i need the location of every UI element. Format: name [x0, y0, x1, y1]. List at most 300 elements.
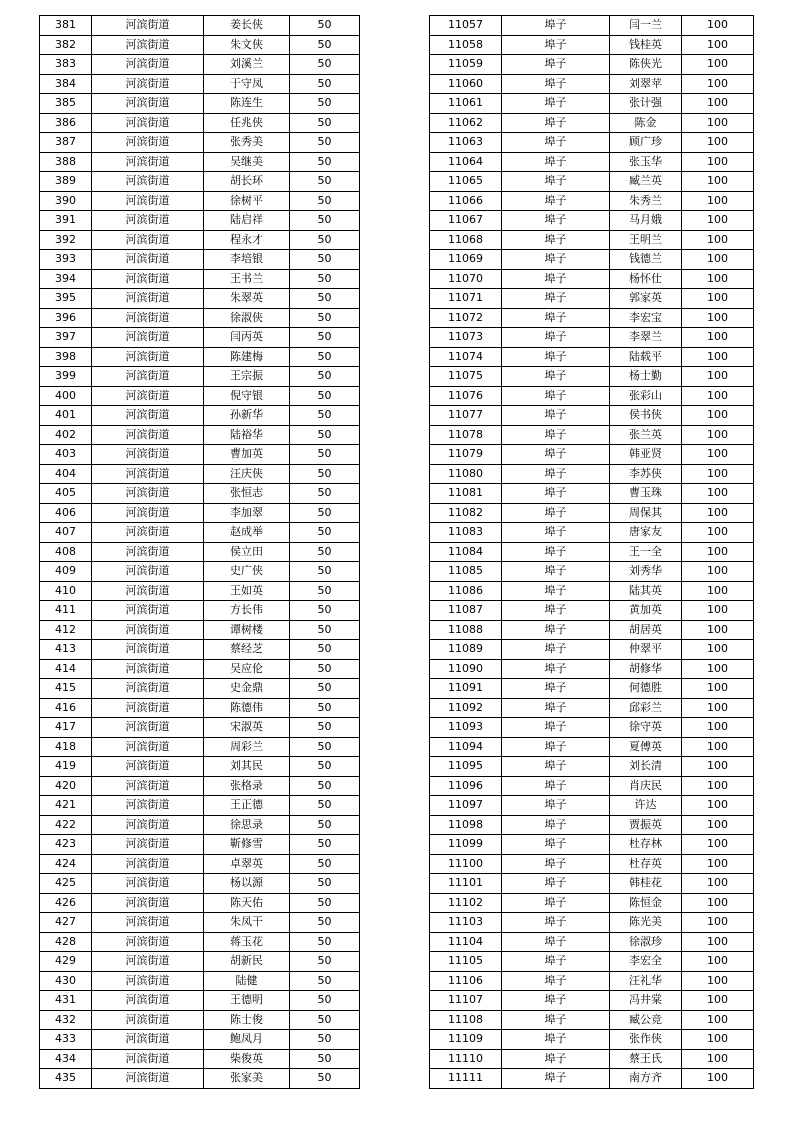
cell-area: 埠子 — [502, 854, 610, 874]
cell-amount: 50 — [290, 1030, 360, 1050]
cell-number: 400 — [40, 386, 92, 406]
cell-amount: 50 — [290, 776, 360, 796]
table-row — [430, 1069, 754, 1089]
table-row — [430, 74, 754, 94]
cell-number: 423 — [40, 835, 92, 855]
table-row — [40, 425, 360, 445]
cell-area: 河滨街道 — [92, 620, 204, 640]
table-row — [40, 776, 360, 796]
table-row — [430, 484, 754, 504]
cell-number: 412 — [40, 620, 92, 640]
cell-amount: 50 — [290, 308, 360, 328]
table-row — [40, 815, 360, 835]
cell-number: 11057 — [430, 16, 502, 36]
cell-area: 埠子 — [502, 1069, 610, 1089]
cell-area: 河滨街道 — [92, 55, 204, 75]
cell-name: 孙新华 — [204, 406, 290, 426]
cell-area: 埠子 — [502, 523, 610, 543]
cell-name: 张家美 — [204, 1069, 290, 1089]
table-row — [40, 835, 360, 855]
table-row — [430, 932, 754, 952]
cell-number: 401 — [40, 406, 92, 426]
table-row — [430, 737, 754, 757]
cell-area: 埠子 — [502, 1030, 610, 1050]
table-row — [40, 523, 360, 543]
cell-amount: 50 — [290, 991, 360, 1011]
cell-number: 11069 — [430, 250, 502, 270]
cell-number: 11094 — [430, 737, 502, 757]
cell-name: 陈侠光 — [610, 55, 682, 75]
cell-amount: 100 — [682, 328, 754, 348]
cell-name: 李翠兰 — [610, 328, 682, 348]
cell-number: 416 — [40, 698, 92, 718]
cell-amount: 100 — [682, 172, 754, 192]
cell-area: 埠子 — [502, 659, 610, 679]
cell-amount: 100 — [682, 367, 754, 387]
cell-amount: 100 — [682, 230, 754, 250]
cell-name: 许达 — [610, 796, 682, 816]
cell-number: 11064 — [430, 152, 502, 172]
table-row — [40, 250, 360, 270]
cell-amount: 50 — [290, 796, 360, 816]
cell-number: 11093 — [430, 718, 502, 738]
cell-area: 埠子 — [502, 796, 610, 816]
table-row — [430, 620, 754, 640]
table-row — [40, 484, 360, 504]
cell-amount: 100 — [682, 757, 754, 777]
cell-number: 421 — [40, 796, 92, 816]
cell-area: 埠子 — [502, 328, 610, 348]
table-row — [40, 971, 360, 991]
table-row — [40, 172, 360, 192]
cell-area: 河滨街道 — [92, 289, 204, 309]
cell-area: 埠子 — [502, 308, 610, 328]
cell-number: 11086 — [430, 581, 502, 601]
cell-number: 394 — [40, 269, 92, 289]
cell-name: 陈光美 — [610, 913, 682, 933]
cell-amount: 100 — [682, 1049, 754, 1069]
cell-amount: 100 — [682, 932, 754, 952]
table-row — [430, 640, 754, 660]
cell-number: 405 — [40, 484, 92, 504]
cell-area: 埠子 — [502, 113, 610, 133]
cell-amount: 100 — [682, 464, 754, 484]
cell-number: 11070 — [430, 269, 502, 289]
table-row — [430, 503, 754, 523]
cell-amount: 100 — [682, 16, 754, 36]
cell-name: 周保其 — [610, 503, 682, 523]
cell-area: 河滨街道 — [92, 991, 204, 1011]
cell-number: 406 — [40, 503, 92, 523]
cell-amount: 50 — [290, 464, 360, 484]
cell-name: 闫一兰 — [610, 16, 682, 36]
table-row — [430, 874, 754, 894]
cell-amount: 100 — [682, 347, 754, 367]
cell-amount: 50 — [290, 328, 360, 348]
cell-name: 王如英 — [204, 581, 290, 601]
cell-number: 430 — [40, 971, 92, 991]
cell-area: 河滨街道 — [92, 328, 204, 348]
cell-number: 11063 — [430, 133, 502, 153]
table-row — [40, 347, 360, 367]
cell-name: 张彩山 — [610, 386, 682, 406]
cell-name: 曹加英 — [204, 445, 290, 465]
cell-area: 埠子 — [502, 386, 610, 406]
cell-number: 391 — [40, 211, 92, 231]
cell-number: 425 — [40, 874, 92, 894]
cell-amount: 100 — [682, 250, 754, 270]
cell-amount: 50 — [290, 172, 360, 192]
cell-name: 陆启祥 — [204, 211, 290, 231]
cell-area: 河滨街道 — [92, 601, 204, 621]
cell-name: 蔡王氏 — [610, 1049, 682, 1069]
cell-name: 方长伟 — [204, 601, 290, 621]
cell-area: 河滨街道 — [92, 172, 204, 192]
cell-amount: 100 — [682, 718, 754, 738]
table-row — [430, 835, 754, 855]
cell-number: 434 — [40, 1049, 92, 1069]
cell-amount: 50 — [290, 601, 360, 621]
table-row — [430, 367, 754, 387]
cell-area: 埠子 — [502, 172, 610, 192]
cell-area: 河滨街道 — [92, 152, 204, 172]
cell-number: 382 — [40, 35, 92, 55]
cell-amount: 100 — [682, 406, 754, 426]
cell-name: 刘溪兰 — [204, 55, 290, 75]
table-row — [430, 854, 754, 874]
cell-name: 陈金 — [610, 113, 682, 133]
cell-area: 埠子 — [502, 347, 610, 367]
cell-amount: 100 — [682, 991, 754, 1011]
cell-name: 钱桂英 — [610, 35, 682, 55]
cell-name: 王宗振 — [204, 367, 290, 387]
table-row — [430, 581, 754, 601]
cell-amount: 100 — [682, 425, 754, 445]
cell-area: 埠子 — [502, 269, 610, 289]
cell-number: 402 — [40, 425, 92, 445]
table-row — [40, 35, 360, 55]
cell-number: 11058 — [430, 35, 502, 55]
cell-area: 埠子 — [502, 94, 610, 114]
cell-number: 427 — [40, 913, 92, 933]
table-row — [40, 211, 360, 231]
cell-number: 383 — [40, 55, 92, 75]
cell-number: 397 — [40, 328, 92, 348]
cell-amount: 100 — [682, 679, 754, 699]
table-row — [40, 932, 360, 952]
cell-number: 11077 — [430, 406, 502, 426]
cell-name: 胡居英 — [610, 620, 682, 640]
cell-number: 11103 — [430, 913, 502, 933]
table-row — [430, 893, 754, 913]
cell-name: 杜存林 — [610, 835, 682, 855]
table-row — [430, 172, 754, 192]
cell-number: 11079 — [430, 445, 502, 465]
table-row — [40, 893, 360, 913]
cell-number: 11087 — [430, 601, 502, 621]
table-row — [430, 113, 754, 133]
cell-amount: 100 — [682, 542, 754, 562]
cell-amount: 50 — [290, 640, 360, 660]
cell-name: 杨怀仕 — [610, 269, 682, 289]
cell-amount: 100 — [682, 503, 754, 523]
cell-amount: 100 — [682, 74, 754, 94]
cell-amount: 100 — [682, 601, 754, 621]
table-row — [430, 406, 754, 426]
cell-number: 11089 — [430, 640, 502, 660]
table-row — [430, 1030, 754, 1050]
cell-name: 张恒志 — [204, 484, 290, 504]
cell-name: 陈德伟 — [204, 698, 290, 718]
cell-amount: 50 — [290, 932, 360, 952]
cell-number: 11076 — [430, 386, 502, 406]
cell-area: 河滨街道 — [92, 191, 204, 211]
cell-name: 仲翠平 — [610, 640, 682, 660]
cell-area: 埠子 — [502, 445, 610, 465]
cell-amount: 50 — [290, 503, 360, 523]
cell-area: 埠子 — [502, 152, 610, 172]
cell-amount: 100 — [682, 308, 754, 328]
table-row — [40, 464, 360, 484]
cell-area: 河滨街道 — [92, 1049, 204, 1069]
table-row — [40, 386, 360, 406]
cell-number: 11102 — [430, 893, 502, 913]
cell-amount: 100 — [682, 94, 754, 114]
cell-area: 河滨街道 — [92, 698, 204, 718]
cell-number: 11081 — [430, 484, 502, 504]
cell-amount: 100 — [682, 893, 754, 913]
cell-area: 河滨街道 — [92, 211, 204, 231]
table-row — [40, 913, 360, 933]
cell-amount: 100 — [682, 913, 754, 933]
cell-area: 河滨街道 — [92, 133, 204, 153]
cell-name: 刘其民 — [204, 757, 290, 777]
cell-number: 432 — [40, 1010, 92, 1030]
cell-amount: 100 — [682, 152, 754, 172]
cell-name: 王书兰 — [204, 269, 290, 289]
table-row — [430, 1010, 754, 1030]
cell-number: 11066 — [430, 191, 502, 211]
cell-amount: 100 — [682, 211, 754, 231]
cell-area: 河滨街道 — [92, 35, 204, 55]
table-row — [430, 718, 754, 738]
cell-area: 埠子 — [502, 503, 610, 523]
cell-area: 埠子 — [502, 893, 610, 913]
cell-area: 河滨街道 — [92, 815, 204, 835]
cell-area: 河滨街道 — [92, 757, 204, 777]
cell-name: 韩亚贤 — [610, 445, 682, 465]
cell-area: 埠子 — [502, 211, 610, 231]
cell-name: 陆裕华 — [204, 425, 290, 445]
cell-name: 刘翠苹 — [610, 74, 682, 94]
cell-name: 朱翠英 — [204, 289, 290, 309]
cell-amount: 50 — [290, 94, 360, 114]
table-row — [40, 55, 360, 75]
cell-name: 黄加英 — [610, 601, 682, 621]
cell-amount: 50 — [290, 737, 360, 757]
cell-number: 431 — [40, 991, 92, 1011]
cell-name: 王德明 — [204, 991, 290, 1011]
cell-area: 埠子 — [502, 874, 610, 894]
cell-area: 埠子 — [502, 425, 610, 445]
cell-amount: 100 — [682, 445, 754, 465]
cell-area: 河滨街道 — [92, 659, 204, 679]
cell-name: 汪礼华 — [610, 971, 682, 991]
table-row — [430, 757, 754, 777]
table-row — [40, 367, 360, 387]
cell-number: 388 — [40, 152, 92, 172]
table-row — [40, 1069, 360, 1089]
cell-amount: 50 — [290, 659, 360, 679]
table-row — [430, 152, 754, 172]
cell-name: 蔡经芝 — [204, 640, 290, 660]
cell-number: 409 — [40, 562, 92, 582]
table-row — [40, 679, 360, 699]
table-row — [40, 854, 360, 874]
cell-name: 卓翠英 — [204, 854, 290, 874]
cell-area: 河滨街道 — [92, 308, 204, 328]
cell-number: 389 — [40, 172, 92, 192]
cell-number: 385 — [40, 94, 92, 114]
table-row — [430, 269, 754, 289]
cell-area: 河滨街道 — [92, 737, 204, 757]
cell-number: 11084 — [430, 542, 502, 562]
cell-area: 埠子 — [502, 620, 610, 640]
cell-name: 周彩兰 — [204, 737, 290, 757]
cell-name: 徐树平 — [204, 191, 290, 211]
table-row — [40, 698, 360, 718]
cell-number: 418 — [40, 737, 92, 757]
cell-name: 于守凤 — [204, 74, 290, 94]
cell-name: 南方齐 — [610, 1069, 682, 1089]
cell-name: 臧兰英 — [610, 172, 682, 192]
cell-number: 11061 — [430, 94, 502, 114]
cell-amount: 100 — [682, 191, 754, 211]
cell-area: 河滨街道 — [92, 776, 204, 796]
cell-number: 11065 — [430, 172, 502, 192]
cell-amount: 50 — [290, 562, 360, 582]
cell-number: 399 — [40, 367, 92, 387]
cell-area: 河滨街道 — [92, 913, 204, 933]
cell-number: 390 — [40, 191, 92, 211]
cell-name: 侯书侠 — [610, 406, 682, 426]
cell-number: 11111 — [430, 1069, 502, 1089]
cell-area: 河滨街道 — [92, 718, 204, 738]
table-row — [40, 796, 360, 816]
cell-number: 415 — [40, 679, 92, 699]
table-row — [40, 659, 360, 679]
cell-name: 马月娥 — [610, 211, 682, 231]
table-row — [40, 757, 360, 777]
cell-area: 河滨街道 — [92, 854, 204, 874]
table-row — [430, 445, 754, 465]
table-row — [430, 562, 754, 582]
cell-amount: 50 — [290, 698, 360, 718]
cell-name: 王一全 — [610, 542, 682, 562]
cell-area: 河滨街道 — [92, 581, 204, 601]
cell-amount: 50 — [290, 815, 360, 835]
cell-number: 11080 — [430, 464, 502, 484]
cell-number: 11071 — [430, 289, 502, 309]
table-row — [430, 347, 754, 367]
cell-name: 胡长环 — [204, 172, 290, 192]
table-row — [40, 16, 360, 36]
cell-area: 河滨街道 — [92, 347, 204, 367]
cell-amount: 100 — [682, 796, 754, 816]
table-row — [430, 16, 754, 36]
cell-name: 张兰英 — [610, 425, 682, 445]
cell-number: 11083 — [430, 523, 502, 543]
table-row — [430, 211, 754, 231]
cell-area: 埠子 — [502, 991, 610, 1011]
cell-area: 河滨街道 — [92, 1030, 204, 1050]
roster-table-left — [39, 15, 360, 1089]
table-row — [40, 542, 360, 562]
cell-area: 河滨街道 — [92, 484, 204, 504]
table-row — [40, 445, 360, 465]
cell-number: 11095 — [430, 757, 502, 777]
table-row — [40, 152, 360, 172]
cell-amount: 100 — [682, 971, 754, 991]
cell-number: 11097 — [430, 796, 502, 816]
cell-name: 靳修雪 — [204, 835, 290, 855]
cell-name: 张秀美 — [204, 133, 290, 153]
cell-amount: 50 — [290, 425, 360, 445]
cell-area: 埠子 — [502, 757, 610, 777]
cell-area: 河滨街道 — [92, 445, 204, 465]
table-row — [40, 230, 360, 250]
cell-amount: 100 — [682, 523, 754, 543]
cell-number: 424 — [40, 854, 92, 874]
table-row — [430, 55, 754, 75]
cell-area: 河滨街道 — [92, 1010, 204, 1030]
cell-number: 435 — [40, 1069, 92, 1089]
cell-number: 11073 — [430, 328, 502, 348]
cell-area: 埠子 — [502, 718, 610, 738]
cell-area: 河滨街道 — [92, 835, 204, 855]
cell-name: 陆其英 — [610, 581, 682, 601]
roster-table-right — [429, 15, 754, 1089]
table-row — [40, 503, 360, 523]
cell-amount: 100 — [682, 835, 754, 855]
cell-amount: 100 — [682, 640, 754, 660]
cell-amount: 50 — [290, 523, 360, 543]
cell-name: 何德胜 — [610, 679, 682, 699]
cell-amount: 50 — [290, 347, 360, 367]
cell-number: 396 — [40, 308, 92, 328]
cell-name: 曹玉珠 — [610, 484, 682, 504]
cell-area: 河滨街道 — [92, 640, 204, 660]
cell-amount: 50 — [290, 893, 360, 913]
cell-number: 11100 — [430, 854, 502, 874]
table-row — [430, 542, 754, 562]
cell-amount: 50 — [290, 718, 360, 738]
cell-area: 河滨街道 — [92, 250, 204, 270]
table-row — [430, 386, 754, 406]
table-row — [430, 289, 754, 309]
cell-amount: 100 — [682, 874, 754, 894]
cell-amount: 50 — [290, 250, 360, 270]
cell-name: 吴应伦 — [204, 659, 290, 679]
cell-name: 张玉华 — [610, 152, 682, 172]
cell-name: 陆健 — [204, 971, 290, 991]
table-row — [430, 971, 754, 991]
cell-area: 河滨街道 — [92, 679, 204, 699]
table-row — [40, 191, 360, 211]
cell-area: 埠子 — [502, 484, 610, 504]
cell-name: 王明兰 — [610, 230, 682, 250]
cell-amount: 100 — [682, 386, 754, 406]
